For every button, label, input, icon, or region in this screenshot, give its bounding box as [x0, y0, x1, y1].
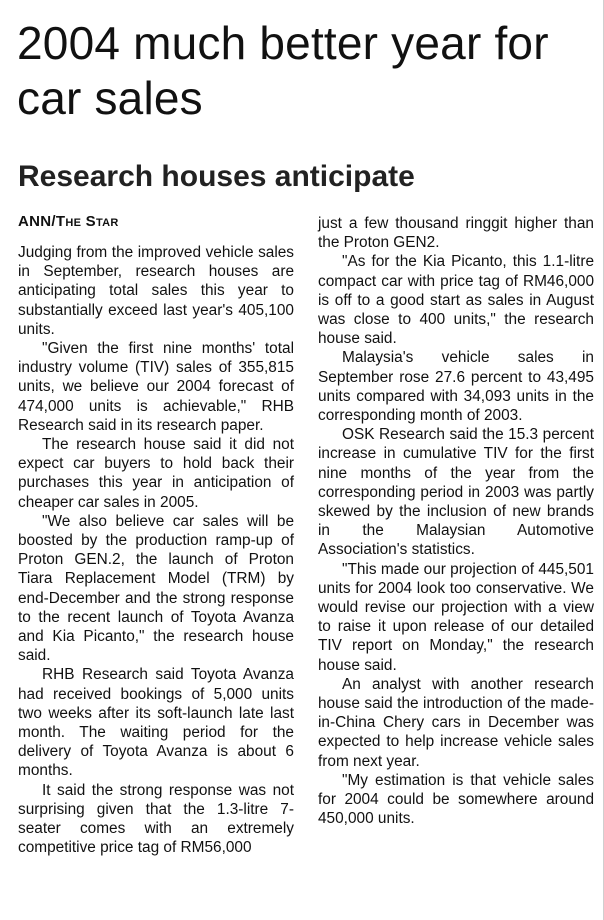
paragraph: "We also believe car sales will be boosted by the production ramp-up of Proton GEN.2, the launch of Proton Tiara Replacement Model (TRM) by end-December and the strong response to the recent launch of Toyota Avanza and Kia Picanto," the research house said. [18, 512, 294, 665]
paragraph: RHB Research said Toyota Avanza had received bookings of 5,000 units two weeks after its soft-launch late last month. The waiting period for the delivery of Toyota Avanza is about 6 months. [18, 666, 294, 780]
paragraph: "As for the Kia Picanto, this 1.1-litre compact car with price tag of RM46,000 is off to a good start as sales in August was close to 400 units," the research house said. [318, 253, 594, 348]
paragraph: An analyst with another research house said the introduction of the made-in-China Chery cars in December was expected to help increase vehicle sales from next year. [318, 675, 594, 770]
right-column [318, 214, 594, 829]
paragraph: Judging from the improved vehicle sales in September, research houses are anticipating total sales this year to substantially exceed last year's 405,100 units. [18, 244, 294, 338]
paragraph: The research house said it did not expect car buyers to hold back their purchases this year in anticipation of cheaper car sales in 2005. [18, 436, 294, 511]
paragraph: "Given the first nine months' total industry volume (TIV) sales of 355,815 units, we believe our 2004 forecast of 474,000 units is achievable," RHB Research said in its research paper. [18, 340, 294, 434]
subheadline: Research houses anticipate [18, 160, 415, 193]
paragraph: "This made our projection of 445,501 units for 2004 look too conservative. We would revise our projection with a view to raise it upon release of our detailed TIV report on Monday," the research house said. [318, 560, 594, 674]
paragraph: just a few thousand ringgit higher than the Proton GEN2. [318, 215, 594, 252]
headline: 2004 much better year for car sales [17, 17, 549, 124]
paragraph: OSK Research said the 15.3 percent increase in cumulative TIV for the first nine months of the year from the corresponding period in 2003 was partly skewed by the inclusion of new brands in the Malaysian Automotive Association's statistics. [318, 426, 594, 559]
paragraph: "My estimation is that vehicle sales for 2004 could be somewhere around 450,000 units. [318, 771, 594, 828]
paragraph: It said the strong response was not surprising given that the 1.3-litre 7-seater comes with an extremely competitive price tag of RM56,000 [18, 781, 294, 857]
paragraph: Malaysia's vehicle sales in September rose 27.6 percent to 43,495 units compared with 34,093 units in the corresponding month of 2003. [318, 349, 594, 425]
left-column [18, 243, 294, 858]
byline: ANN/The Star [18, 213, 119, 230]
